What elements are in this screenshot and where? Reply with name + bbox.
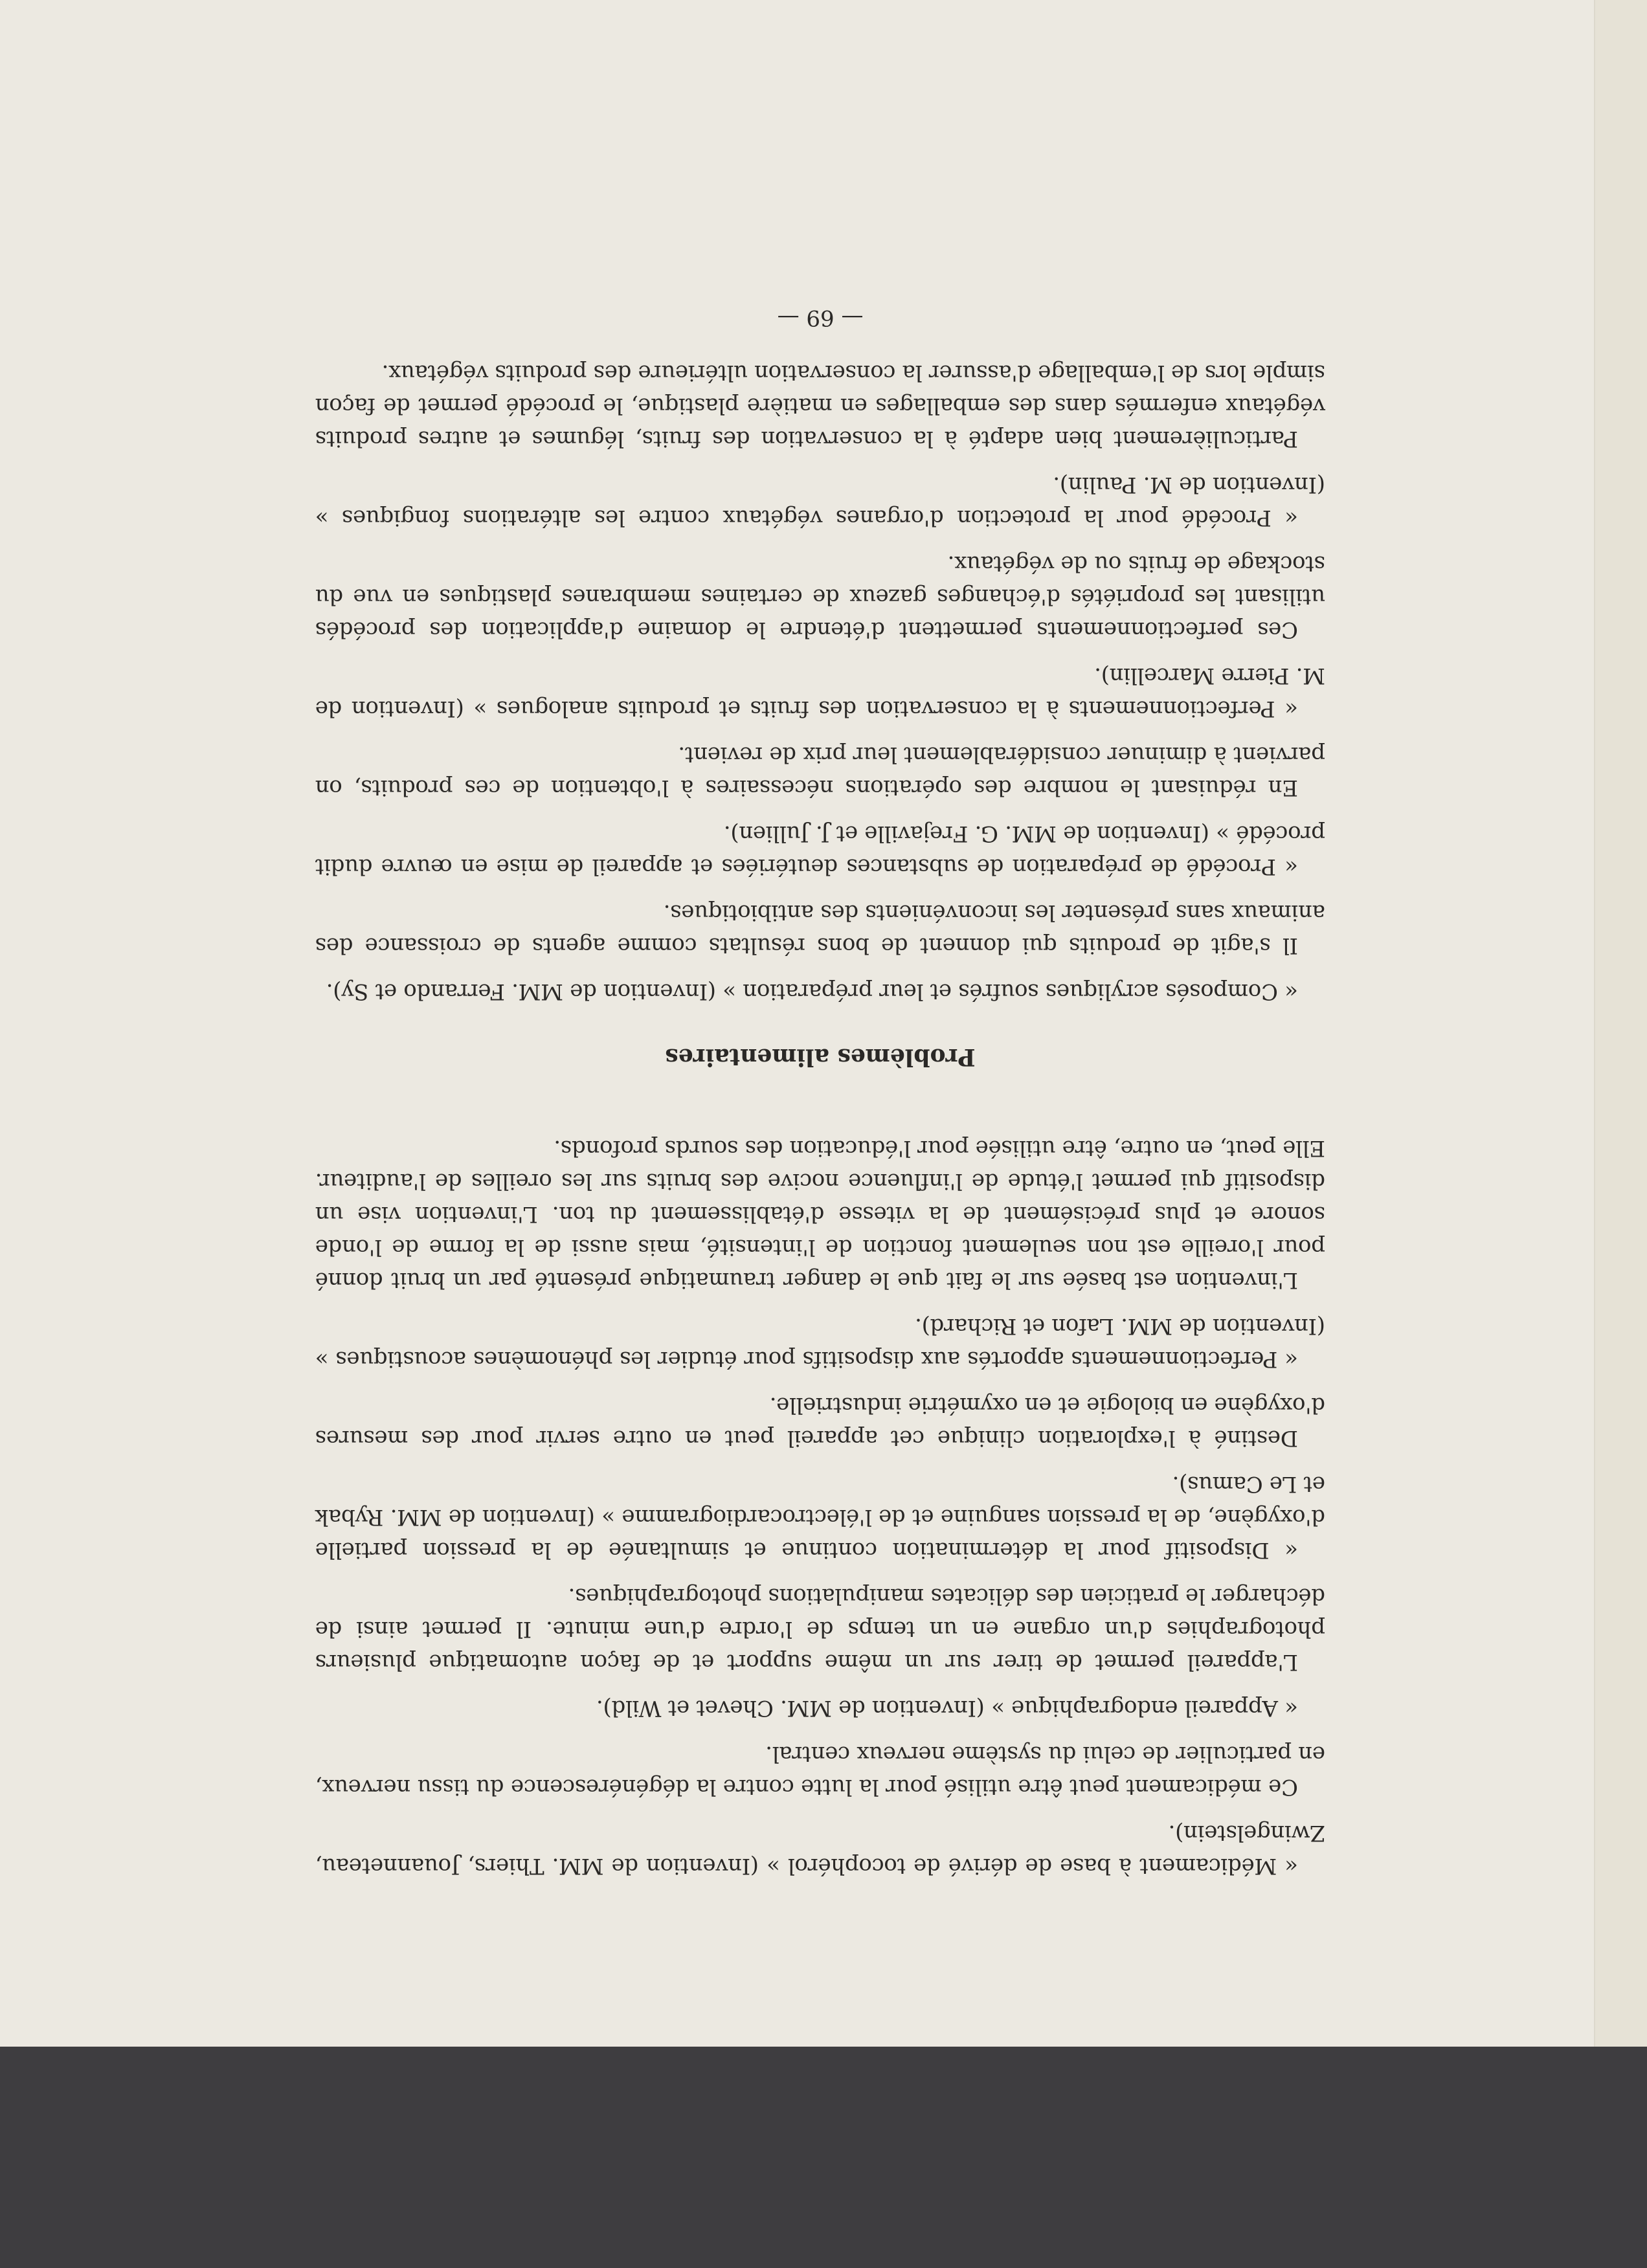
paragraph: « Procédé de préparation de substances deutériées et appareil de mise en œuvre dudit procédé » (Invention de MM. G. Frejaville et J. Jullien).: [315, 821, 1325, 880]
paragraph: « Perfectionnements apportés aux dispositifs pour étudier les phénomènes acoustiques » (Invention de MM. Lafon et Richard).: [315, 1313, 1325, 1372]
paragraph: Destiné à l'exploration clinique cet appareil peut en outre servir pour des mesures d'oxygène en biologie et en oxymétrie industrielle.: [315, 1392, 1325, 1451]
page-edge: [1594, 0, 1647, 2047]
paragraph: « Dispositif pour la détermination continue et simultanée de la pression partielle d'oxygène, de la pression sanguine et de l'électrocardiogramme » (Invention de MM. Rybak et Le Camus).: [315, 1471, 1325, 1563]
paragraph: L'invention est basée sur le fait que le danger traumatique présenté par un bruit donné pour l'oreille est non seulement fonction de l'intensité, mais aussi de la forme de l'onde sonore et plus précisément de la vitesse d'établissement du ton. L'invention vise un dispositif qui permet l'étude de l'influence nocive des bruits sur les oreilles de l'auditeur. Elle peut, en outre, être utilisée pour l'éducation des sourds profonds.: [315, 1135, 1325, 1293]
paragraph: Ce médicament peut être utilisé pour la lutte contre la dégénérescence du tissu nerveux, en particulier de celui du système nerveux central.: [315, 1741, 1325, 1800]
paragraph: Il s'agit de produits qui donnent de bons résultats comme agents de croissance des animaux sans présenter les inconvénients des antibiotiques.: [315, 900, 1325, 959]
paragraph: « Procédé pour la protection d'organes végétaux contre les altérations fongiques » (Invention de M. Paulin).: [315, 472, 1325, 531]
paragraph: L'appareil permet de tirer sur un même support et de façon automatique plusieurs photographies d'un organe en un temps de l'ordre d'une minute. Il permet ainsi de décharger le praticien des délicates manipulations photographiques.: [315, 1583, 1325, 1675]
rotated-text-block: [315, 206, 1325, 1882]
paragraph: « Composés acryliques soufrés et leur préparation » (Invention de MM. Ferrando et Sy).: [326, 979, 1298, 1005]
section-heading: Problèmes alimentaires: [665, 1043, 976, 1071]
page-number: — 69 —: [777, 305, 864, 331]
paragraph: En réduisant le nombre des opérations nécessaires à l'obtention de ces produits, on parvient à diminuer considérablement leur prix de revient.: [315, 742, 1325, 801]
paragraph: « Appareil endographique » (Invention de MM. Chevet et Wild).: [596, 1695, 1298, 1721]
paragraph: « Perfectionnements à la conservation des fruits et produits analogues » (Invention de M. Pierre Marcellin).: [315, 663, 1325, 722]
paragraph: Ces perfectionnements permettent d'étendre le domaine d'application des procédés utilisant les propriétés d'échanges gazeux de certaines membranes plastiques en vue du stockage de fruits ou de végétaux.: [315, 551, 1325, 643]
paragraph: Particulièrement bien adapté à la conservation des fruits, légumes et autres produits végétaux enfermés dans des emballages en matière plastique, le procédé permet de façon simple lors de l'emballage d'assurer la conservation ultérieure des produits végétaux.: [315, 360, 1325, 452]
scanner-background: [0, 2047, 1647, 2268]
paragraph: « Médicament à base de dérivé de tocophérol » (Invention de MM. Thiers, Jouanneteau, Zwingelstein).: [315, 1820, 1325, 1879]
